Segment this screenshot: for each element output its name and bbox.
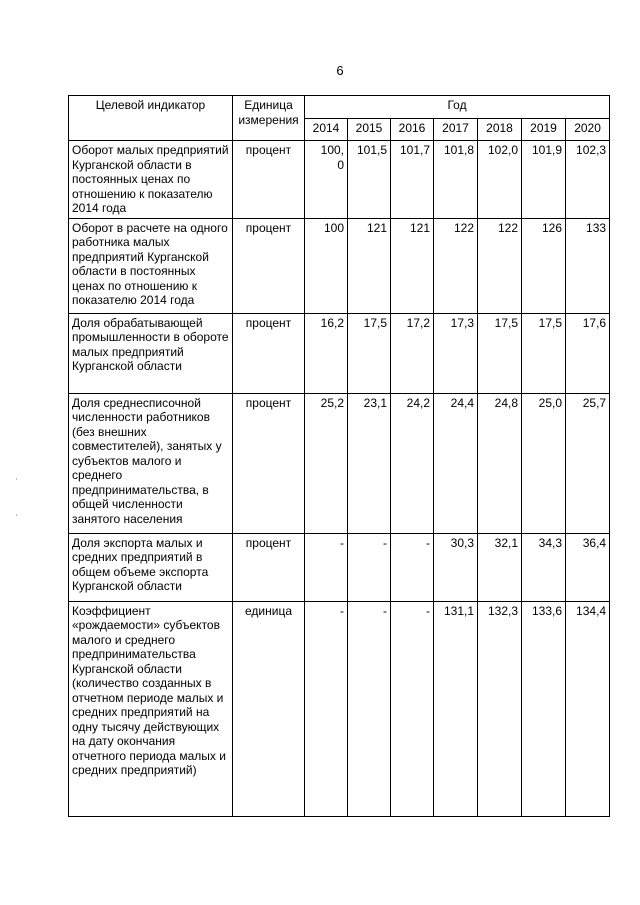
value-cell: 30,3 [434,533,478,601]
value-cell: 23,1 [348,393,391,533]
value-cell: - [305,533,348,601]
value-cell: 126 [522,218,566,313]
value-cell: 17,6 [566,313,610,393]
value-cell: 36,4 [566,533,610,601]
year-header: 2015 [348,119,391,141]
value-cell: 24,8 [478,393,522,533]
value-cell: - [391,533,434,601]
indicator-name: Оборот в расчете на одного работника малых предприятий Курганской области в постоянных ценах по отношению к показателю 2014 года [69,218,233,313]
value-cell: 17,2 [391,313,434,393]
unit-cell: процент [233,533,305,601]
value-cell: 25,7 [566,393,610,533]
value-cell: 32,1 [478,533,522,601]
indicator-name: Оборот малых предприятий Курганской области в постоянных ценах по отношению к показателю 2014 года [69,141,233,219]
indicator-column-header: Целевой индикатор [69,96,233,141]
header-row [69,96,610,119]
unit-cell: процент [233,393,305,533]
value-cell: 132,3 [478,601,522,816]
indicator-name: Доля экспорта малых и средних предприятий в общем объеме экспорта Курганской области [69,533,233,601]
unit-cell: процент [233,313,305,393]
indicators-table [68,95,610,817]
scan-artifact [16,514,17,516]
year-header: 2019 [522,119,566,141]
indicator-name: Доля обрабатывающей промышленности в обороте малых предприятий Курганской области [69,313,233,393]
table-row [69,393,610,533]
value-cell: 17,5 [522,313,566,393]
indicator-name: Доля среднесписочной численности работников (без внешних совместителей), занятых у субъектов малого и среднего предпринимательства, в общей численности занятого населения [69,393,233,533]
value-cell: 100 [305,218,348,313]
value-cell: 133 [566,218,610,313]
value-cell: 122 [478,218,522,313]
table-row [69,218,610,313]
value-cell: 24,2 [391,393,434,533]
value-cell: 133,6 [522,601,566,816]
value-cell: 134,4 [566,601,610,816]
value-cell: 102,3 [566,141,610,219]
value-cell: 17,5 [478,313,522,393]
year-header: 2020 [566,119,610,141]
unit-cell: процент [233,141,305,219]
value-cell: 121 [348,218,391,313]
value-cell: - [348,533,391,601]
value-cell: 121 [391,218,434,313]
year-group-header: Год [305,96,610,119]
year-header: 2016 [391,119,434,141]
value-cell: 101,8 [434,141,478,219]
value-cell: 131,1 [434,601,478,816]
value-cell: 100, 0 [305,141,348,219]
value-cell: - [391,601,434,816]
year-header: 2018 [478,119,522,141]
table-row [69,601,610,816]
value-cell: - [348,601,391,816]
value-cell: 24,4 [434,393,478,533]
value-cell: 101,9 [522,141,566,219]
scan-artifact [16,478,17,480]
year-header: 2014 [305,119,348,141]
table-row [69,313,610,393]
value-cell: 102,0 [478,141,522,219]
value-cell: 122 [434,218,478,313]
unit-column-header: Единица измерения [233,96,305,141]
table-row [69,141,610,219]
value-cell: 34,3 [522,533,566,601]
indicator-name: Коэффициент «рождаемости» субъектов малого и среднего предпринимательства Курганской области (количество созданных в отчетном периоде малых и средних предприятий на одну тысячу действующих на дату окончания отчетного периода малых и средних предприятий) [69,601,233,816]
value-cell: - [305,601,348,816]
year-header: 2017 [434,119,478,141]
value-cell: 17,3 [434,313,478,393]
value-cell: 101,5 [348,141,391,219]
table-row [69,533,610,601]
value-cell: 101,7 [391,141,434,219]
value-cell: 17,5 [348,313,391,393]
value-cell: 25,0 [522,393,566,533]
page-number: 6 [336,63,344,78]
value-cell: 16,2 [305,313,348,393]
unit-cell: процент [233,218,305,313]
unit-cell: единица [233,601,305,816]
value-cell: 25,2 [305,393,348,533]
